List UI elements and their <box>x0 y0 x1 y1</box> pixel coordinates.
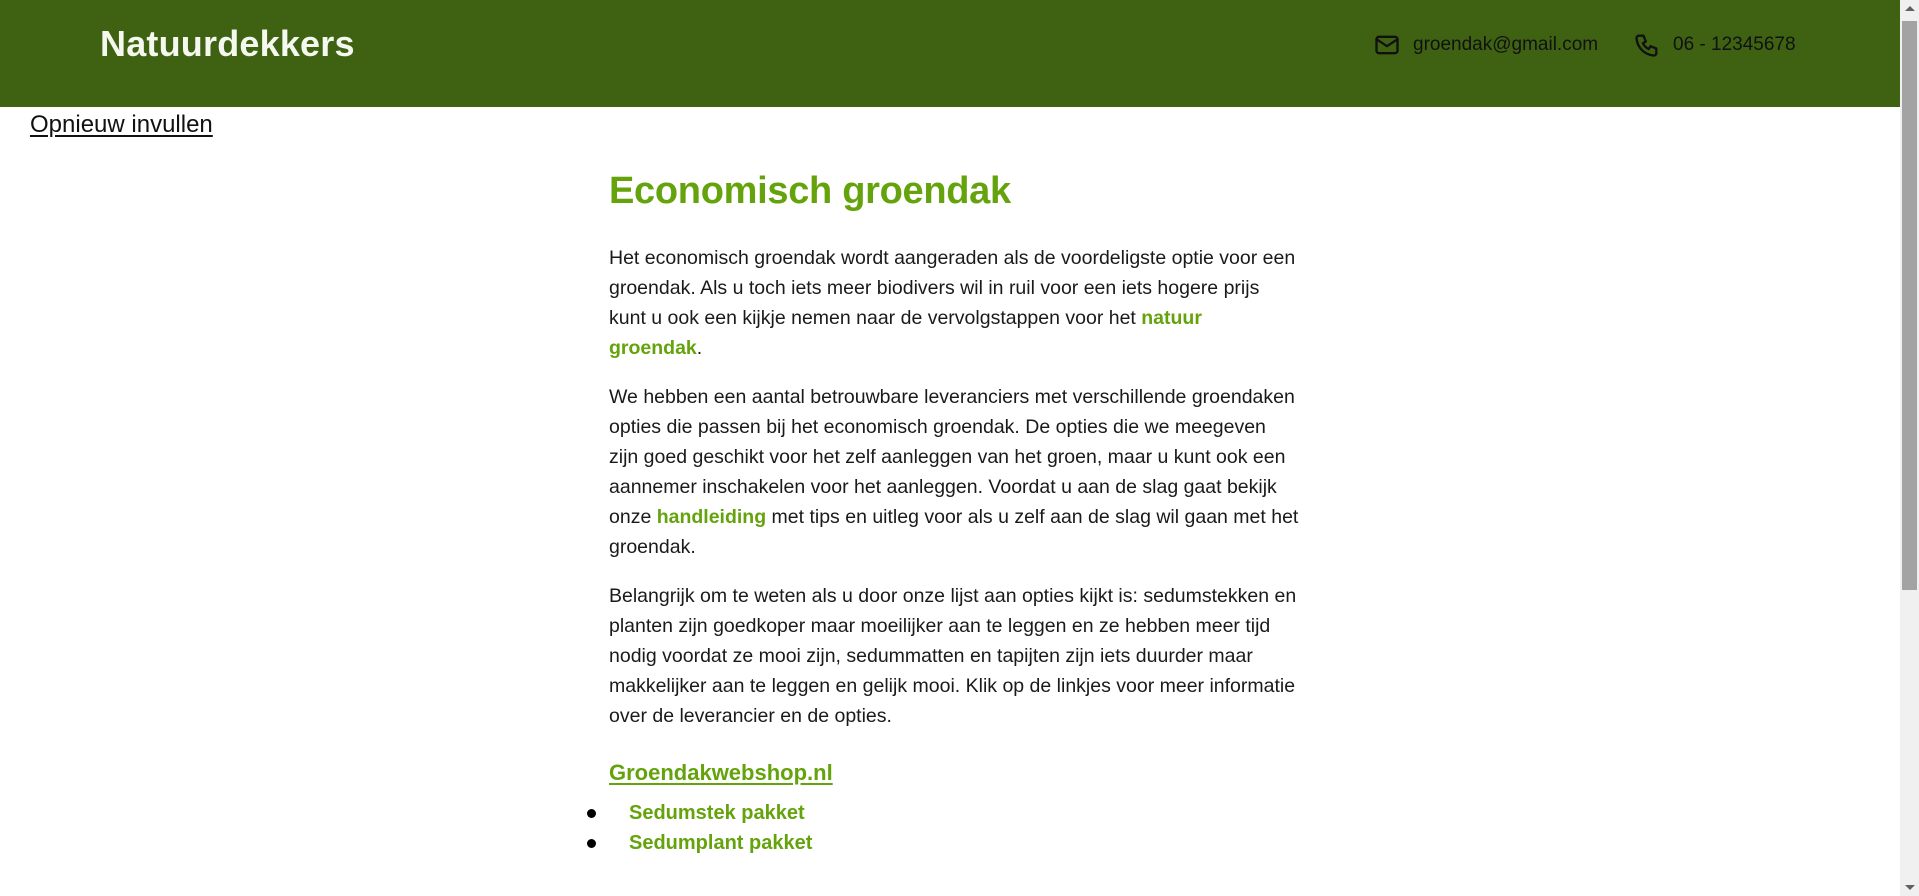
paragraph-text: Het economisch groendak wordt aangeraden als de voordeligste optie voor een groendak. Als u toch iets meer biodivers wil in ruil voor een iets hogere prijs kunt u ook een kijkje nemen naar de vervolgstappen voor het <box>609 247 1296 329</box>
option-link-sedumplant[interactable]: Sedumplant pakket <box>629 832 813 854</box>
suppliers-paragraph <box>609 382 1299 562</box>
scroll-down-button[interactable] <box>1900 879 1919 896</box>
vertical-scrollbar[interactable] <box>1900 0 1919 896</box>
list-item <box>587 828 1299 858</box>
paragraph-text: . <box>696 337 703 359</box>
supplier-options-list <box>587 798 1299 858</box>
main-content <box>609 170 1299 858</box>
scroll-up-button[interactable] <box>1900 0 1919 17</box>
page-title: Economisch groendak <box>609 170 1011 212</box>
contact-phone[interactable] <box>1633 31 1796 59</box>
phone-text: 06 - 12345678 <box>1673 34 1796 55</box>
paragraph-text: met tips en uitleg voor als u zelf aan de slag wil gaan met het groendak. <box>609 506 1299 558</box>
natuur-groendak-link[interactable]: natuur groendak <box>609 307 1202 359</box>
paragraph-text: We hebben een aantal betrouwbare leveranciers met verschillende groendaken opties die passen bij het economisch groendak. De opties die we meegeven zijn goed geschikt voor het zelf aanleggen van het groen, maar u kunt ook een aannemer inschakelen voor het aanleggen. Voordat u aan de slag gaat bekijk onze <box>609 386 1295 528</box>
supplier-link-groendakwebshop[interactable]: Groendakwebshop.nl <box>609 760 833 785</box>
phone-icon <box>1633 31 1661 59</box>
brand-logo[interactable]: Natuurdekkers <box>100 23 355 64</box>
bullet-icon <box>587 809 596 818</box>
contact-email[interactable] <box>1373 31 1598 59</box>
reset-form-link[interactable]: Opnieuw invullen <box>30 111 213 138</box>
important-paragraph: Belangrijk om te weten als u door onze lijst aan opties kijkt is: sedumstekken en planten zijn goedkoper maar moeilijker aan te leggen en ze hebben meer tijd nodig voordat ze mooi zijn, sedummatten en tapijten zijn iets duurder maar makkelijker aan te leggen en gelijk mooi. Klik op de linkjes voor meer informatie over de leverancier en de opties. <box>609 585 1297 727</box>
mail-icon <box>1373 31 1401 59</box>
site-header <box>0 0 1900 107</box>
arrow-up-icon <box>1905 6 1915 11</box>
email-text: groendak@gmail.com <box>1413 34 1599 55</box>
handleiding-link[interactable]: handleiding <box>656 506 767 528</box>
intro-paragraph <box>609 243 1299 363</box>
arrow-down-icon <box>1905 885 1915 890</box>
list-item <box>587 798 1299 828</box>
option-link-sedumstek[interactable]: Sedumstek pakket <box>629 802 805 824</box>
scrollbar-thumb[interactable] <box>1902 21 1917 590</box>
bullet-icon <box>587 839 596 848</box>
